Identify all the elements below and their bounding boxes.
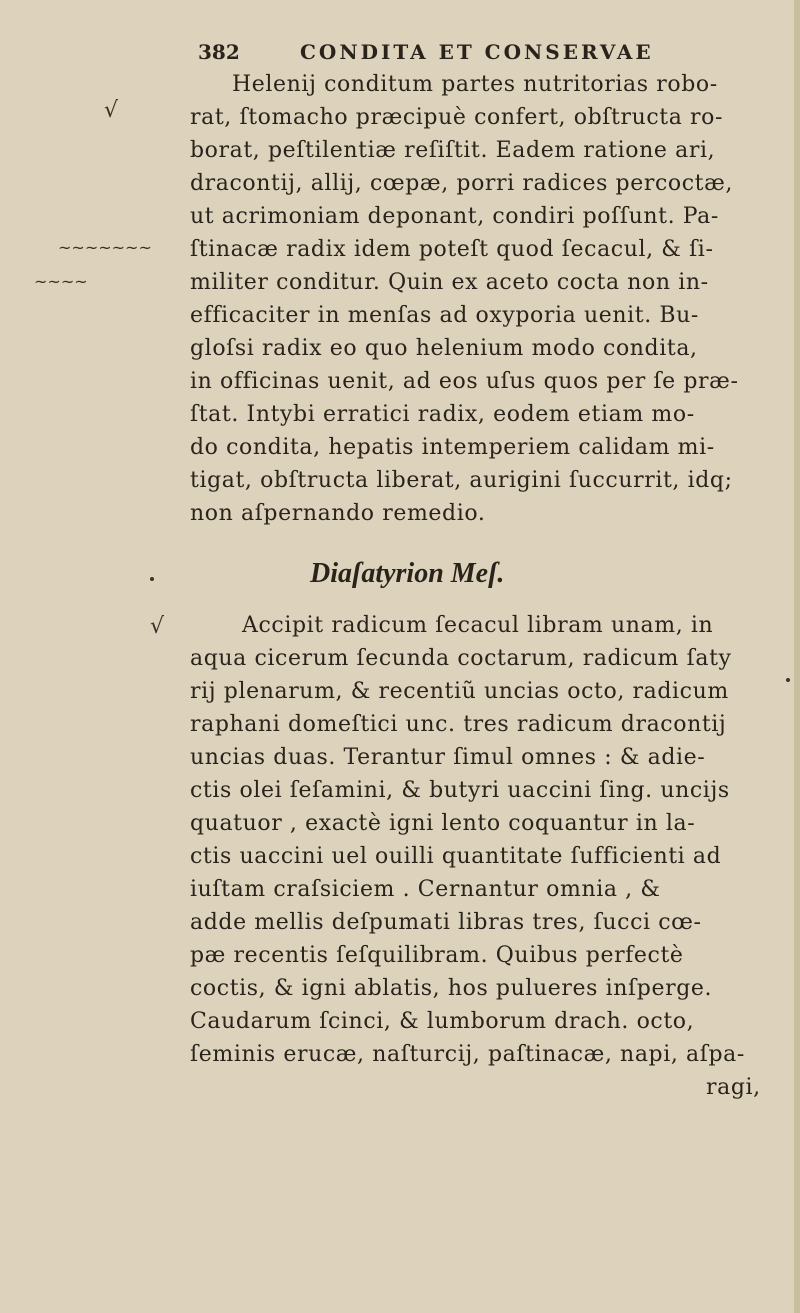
text-line: efficaciter in menſas ad oxyporia uenit. Bu- [190, 303, 699, 328]
text-line: ctis uaccini uel ouilli quantitate ſufficienti ad [190, 844, 722, 869]
text-line: in officinas uenit, ad eos uſus quos per ſe præ- [190, 369, 739, 394]
margin-dot [150, 577, 154, 581]
text-line: militer conditur. Quin ex aceto cocta non in- [190, 270, 709, 295]
recipe-heading: Diaſatyrion Meſ. [310, 558, 505, 589]
page-header [198, 40, 778, 68]
running-title: CONDITA ET CONSERVAE [300, 40, 654, 64]
text-line: quatuor , exactè igni lento coquantur in la- [190, 811, 696, 836]
margin-mark-4: √ [150, 614, 165, 639]
text-line: Helenij conditum partes nutritorias robo- [232, 72, 718, 97]
catchword: ragi, [706, 1075, 761, 1100]
margin-mark-1: √ [104, 98, 119, 123]
text-line: uncias duas. Terantur ſimul omnes : & adie- [190, 745, 706, 770]
text-line: iuſtam craſsiciem . Cernantur omnia , & [190, 877, 661, 902]
text-line: ut acrimoniam deponant, condiri poſſunt. Pa- [190, 204, 719, 229]
text-line: pæ recentis ſeſquilibram. Quibus perfectè [190, 943, 684, 968]
text-line: rat, ſtomacho præcipuè confert, obſtructa ro- [190, 105, 723, 130]
margin-mark-2: ~~~~~~~ [58, 238, 152, 257]
text-line: ſtat. Intybi erratici radix, eodem etiam mo- [190, 402, 695, 427]
text-line: dracontij, allij, cœpæ, porri radices percoctæ, [190, 171, 733, 196]
text-line: borat, peſtilentiæ reſiſtit. Eadem ratione ari, [190, 138, 716, 163]
text-line: coctis, & igni ablatis, hos pulueres inſperge. [190, 976, 713, 1001]
text-line: non aſpernando remedio. [190, 501, 486, 526]
margin-dot [786, 678, 790, 682]
text-line: raphani domeſtici unc. tres radicum dracontij [190, 712, 727, 737]
text-line: ſtinacæ radix idem poteſt quod ſecacul, & ſi- [190, 237, 714, 262]
text-line: ſeminis erucæ, naſturcij, paſtinacæ, napi, aſpa- [190, 1042, 745, 1067]
text-line: tigat, obſtructa liberat, aurigini ſuccurrit, idq; [190, 468, 733, 493]
text-line: do condita, hepatis intemperiem calidam mi- [190, 435, 715, 460]
page-number: 382 [198, 40, 240, 64]
margin-mark-3: ~~~~ [34, 272, 88, 291]
text-line: adde mellis deſpumati libras tres, ſucci cœ- [190, 910, 702, 935]
text-line: ctis olei ſeſamini, & butyri uaccini ſing. uncijs [190, 778, 730, 803]
text-line: rij plenarum, & recentiũ uncias octo, radicum [190, 679, 729, 704]
text-line: Caudarum ſcinci, & lumborum drach. octo, [190, 1009, 695, 1034]
page-edge [794, 0, 800, 1313]
text-line: gloſsi radix eo quo helenium modo condita, [190, 336, 698, 361]
text-line: aqua cicerum ſecunda coctarum, radicum ſaty [190, 646, 732, 671]
text-line: Accipit radicum ſecacul libram unam, in [242, 613, 714, 638]
